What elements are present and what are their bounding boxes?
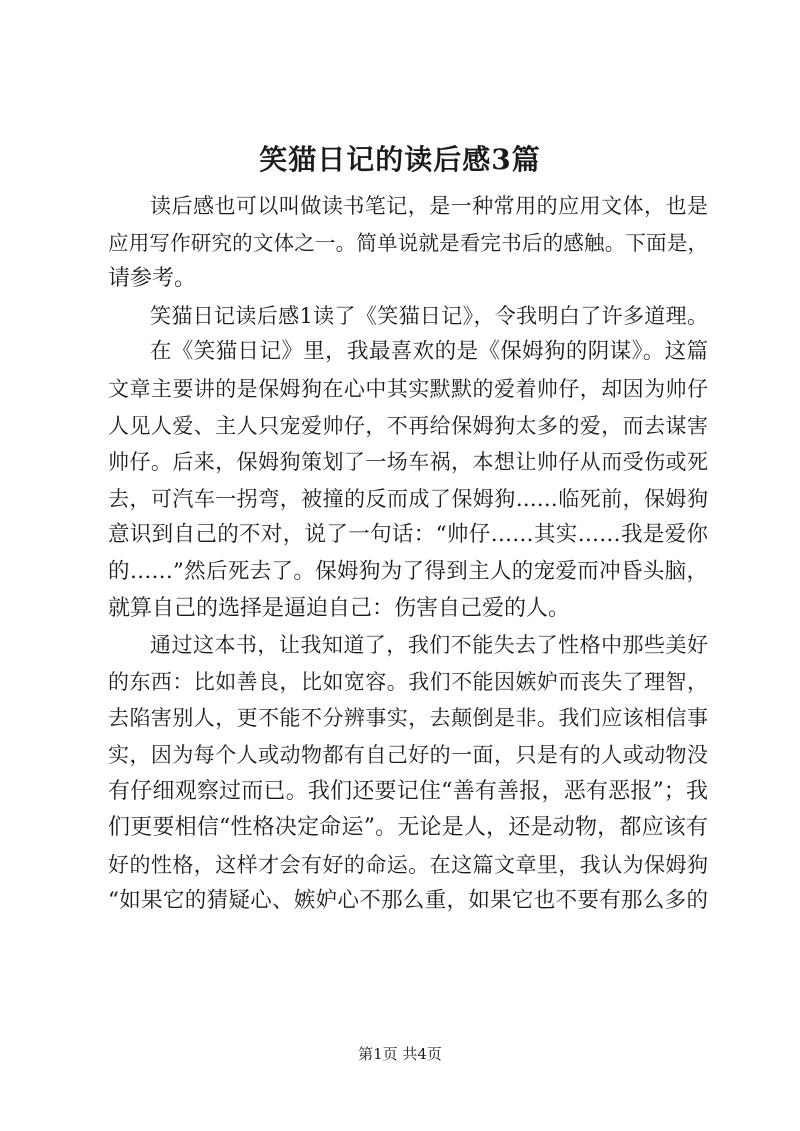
text-line: 好的性格，这样才会有好的命运。在这篇文章里，我认为保姆狗 [108,852,708,877]
text-line: 的东西：比如善良，比如宽容。我们不能因嫉妒而丧失了理智， [108,669,708,694]
text-line: 实，因为每个人或动物都有自己好的一面，只是有的人或动物没 [108,742,708,767]
text-line: 有仔细观察过而已。我们还要记住“善有善报，恶有恶报”；我 [108,778,708,804]
text-line: 文章主要讲的是保姆狗在心中其实默默的爱着帅仔，却因为帅仔 [108,376,708,401]
text-line: 笑猫日记读后感1读了《笑猫日记》，令我明白了许多道理。 [150,303,708,328]
page-number-footer: 第1页 共4页 [358,1045,442,1063]
text-line: 意识到自己的不对，说了一句话：“帅仔……其实……我是爱你 [108,522,708,548]
text-line: “如果它的猜疑心、嫉妒心不那么重，如果它也不要有那么多的 [108,888,708,914]
text-line: 们更要相信“性格决定命运”。无论是人，还是动物，都应该有 [108,815,708,841]
text-line: 在《笑猫日记》里，我最喜欢的是《保姆狗的阴谋》。这篇 [150,339,708,365]
text-line: 通过这本书，让我知道了，我们不能失去了性格中那些美好 [150,633,708,658]
text-line: 请参考。 [108,266,197,292]
text-line: 帅仔。后来，保姆狗策划了一场车祸，本想让帅仔从而受伤或死 [108,450,708,475]
text-line: 的……”然后死去了。保姆狗为了得到主人的宠爱而冲昏头脑， [108,558,708,584]
text-line: 应用写作研究的文体之一。简单说就是看完书后的感触。下面是， [108,230,708,255]
text-line: 读后感也可以叫做读书笔记，是一种常用的应用文体，也是 [150,194,708,218]
text-line: 就算自己的选择是逼迫自己：伤害自己爱的人。 [108,595,571,621]
text-line: 人见人爱、主人只宠爱帅仔，不再给保姆狗太多的爱，而去谋害 [108,413,708,438]
text-line: 去，可汽车一拐弯，被撞的反而成了保姆狗……临死前，保姆狗 [108,486,708,511]
text-line: 去陷害别人，更不能不分辨事实，去颠倒是非。我们应该相信事 [108,706,708,731]
document-title: 笑猫日记的读后感3篇 [259,143,541,176]
document-body [108,188,708,920]
